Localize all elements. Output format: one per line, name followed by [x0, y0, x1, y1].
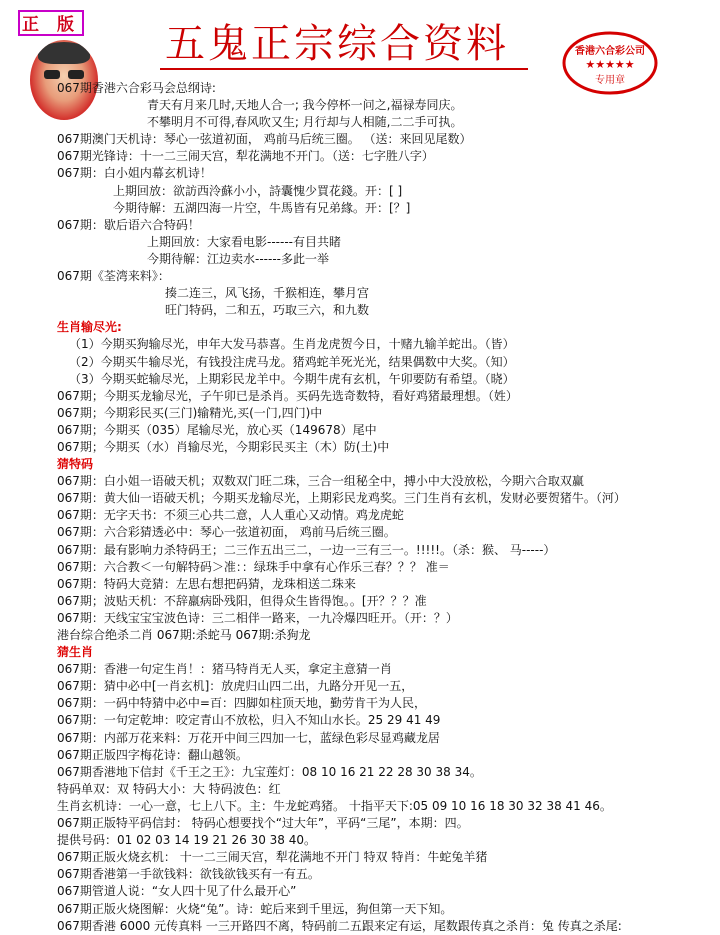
content-line: 067期正版四字梅花诗：翻山越领。 — [57, 747, 248, 762]
content-line: 067期正版特平码信封： 特码心想要找个“过大年”，平码“三尾”，本期：四。 — [57, 816, 469, 831]
content-line: 067期：黄大仙一语破天机；今期买龙输尽光，上期彩民龙鸡奖。三门生肖有玄机，发财必要贺猪牛。（河） — [57, 491, 626, 506]
avatar-glasses-right — [68, 70, 84, 79]
content-line: 067期：内部万花来料：万花开中间三四加一七，蓝绿色彩尽显鸡藏龙居 — [57, 730, 440, 745]
content-line: 067期香港地下信封《千王之王》：九宝莲灯：08 10 16 21 22 28 30 38 34。 — [57, 764, 482, 779]
content-line: 067期：香港一句定生肖！：猪马特肖无人买，拿定主意猜一肖 — [57, 662, 392, 677]
avatar-hair — [38, 42, 90, 64]
section-heading: 猜生肖 — [57, 645, 94, 660]
content-line: 特码单双：双 特码大小：大 特码波色：红 — [57, 781, 281, 796]
content-line: 067期；今期彩民买(三门)输精光,买(一门,四门)中 — [57, 405, 323, 420]
page-title: 五鬼正宗综合资料 — [165, 21, 509, 67]
content-line: （3）今期买蛇输尽光，上期彩民龙羊中。今期牛虎有玄机，午卯要防有希望。（晓） — [69, 371, 515, 386]
seal-stars: ★★★★★ — [585, 58, 635, 71]
content-line: 067期；今期买（水）肖输尽光，今期彩民买主（木）防(土)中 — [57, 439, 390, 454]
content-line: 067期：特码大竞猜：左思右想把码猜，龙珠相送二珠来 — [57, 576, 356, 591]
seal-text: 香港六合彩公司 — [575, 46, 645, 57]
section-heading: 生肖输尽光: — [57, 320, 122, 335]
content-line: 067期：白小姐内幕玄机诗！ — [57, 166, 212, 181]
content-line: 067期香港 6000 元传真料 一三开路四不离，特码前二五跟来定有运，尾数跟传真之杀肖：兔 传真之杀尾: — [57, 918, 622, 933]
title-underline — [160, 68, 528, 70]
section-heading: 猜特码 — [57, 457, 94, 472]
content-line: 生肖玄机诗：一心一意，七上八下。主：牛龙蛇鸡猪。 十指平天下:05 09 10 16 18 30 32 38 41 46。 — [57, 798, 612, 813]
content-line: 今期待解：五湖四海一片空，牛馬皆有兄弟緣。开：[？] — [113, 200, 411, 215]
content-line: 067期：六合教＜一句解特码＞准：：绿珠手中拿有心作乐三春？？？ 准＝ — [57, 559, 450, 574]
content-line: 不攀明月不可得,春风吹又生; 月行却与人相随,二二手可执。 — [147, 115, 463, 130]
content-line: （1）今期买狗输尽光，申年大发马恭喜。生肖龙虎贺今日，十赌九输羊蛇出。（皆） — [69, 337, 515, 352]
content-line: 揍二连三，风飞扬，千猴相连，攀月宫 — [165, 286, 370, 301]
content-line: 067期香港六合彩马会总纲诗: — [57, 81, 216, 95]
content-line: 港台综合绝杀二肖 067期:杀蛇马 067期:杀狗龙 — [57, 628, 311, 642]
content-line: 067期；波贴天机：不辞羸病卧残阳，但得众生皆得饱。。[开？？？准 — [57, 593, 427, 608]
content-line: 067期：猜中必中[一肖玄机]：放虎归山四二出，九路分开见一五， — [57, 679, 414, 694]
content-line: 提供号码：01 02 03 14 19 21 26 30 38 40。 — [57, 833, 317, 848]
content-line: 067期香港第一手欲钱料：欲钱欲钱买有一有五。 — [57, 867, 320, 882]
content-line: 067期；今期买（035）尾输尽光，放心买（149678）尾中 — [57, 422, 377, 437]
content-line: 067期：一码中特猜中必中=百：四脚如柱顶天地，勤劳肯干为人民， — [57, 696, 426, 711]
content-line: 067期：天线宝宝宝波色诗：三二相伴一路来，一九冷爆四旺开。（开：？） — [57, 610, 458, 625]
content-line: 067期：一句定乾坤：咬定青山不放松，归入不知山水长。25 29 41 49 — [57, 713, 441, 728]
content-line: 上期回放：欲訪西泠蘇小小，詩囊愧少買花錢。开：[ ] — [113, 183, 403, 198]
content-line: 067期：最有影响力杀特码王；二三作五出三二，一边一三有三一。!!!!!。（杀：猴、 马-----） — [57, 542, 556, 557]
content-line: 067期；今期买龙输尽光，子午卯已是杀肖。买码先选奇数特，看好鸡猪最理想。（姓） — [57, 388, 518, 403]
content-line: 旺门特码，二和五，巧取三六，和九数 — [165, 303, 370, 318]
content-line: 067期正版火烧图解：火烧“兔”。诗：蛇后来到千里远，狗但第一天下知。 — [57, 901, 453, 916]
genuine-badge: 正 版 — [18, 10, 84, 36]
content-line: 067期澳门天机诗：琴心一弦道初面， 鸡前马后统三圈。 （送：来回见尾数） — [57, 132, 472, 147]
content-line: （2）今期买牛输尽光，有钱投注虎马龙。猪鸡蛇羊死光光，结果偶数中大奖。（知） — [69, 354, 515, 369]
content-line: 067期管道人说：“女人四十见了什么最开心” — [57, 884, 297, 899]
content-line: 067期《荃湾来料》： — [57, 269, 170, 284]
content-line: 067期：六合彩猜透必中：琴心一弦道初面， 鸡前马后统三圈。 — [57, 525, 396, 540]
content-line: 067期正版火烧玄机： 十一二三闹天宫，犁花满地不开门 特双 特肖：牛蛇兔羊猪 — [57, 850, 488, 865]
content-line: 067期光锋诗：十一二三闹天宫，犁花满地不开门。（送：七字胜八字） — [57, 149, 434, 164]
content-line: 067期：白小姐一语破天机；双数双门旺二珠，三合一组秘全中，搏小中大没放松，今期六合取双赢 — [57, 474, 584, 489]
content-lines — [57, 80, 717, 935]
content-line: 青天有月来几时,天地人合一; 我今停杯一问之,福禄寿同庆。 — [147, 98, 463, 113]
content-line: 今期待解：江边卖水------多此一举 — [147, 251, 329, 266]
content-line: 067期：无字天书：不须三心共二意，人人重心又动情。鸡龙虎蛇 — [57, 508, 404, 523]
avatar-glasses-left — [44, 70, 60, 79]
content-line: 上期回放：大家看电影------有目共睹 — [147, 234, 341, 249]
content-line: 067期：歇后语六合特码！ — [57, 217, 200, 232]
seal-subtext: 专用章 — [595, 75, 625, 86]
